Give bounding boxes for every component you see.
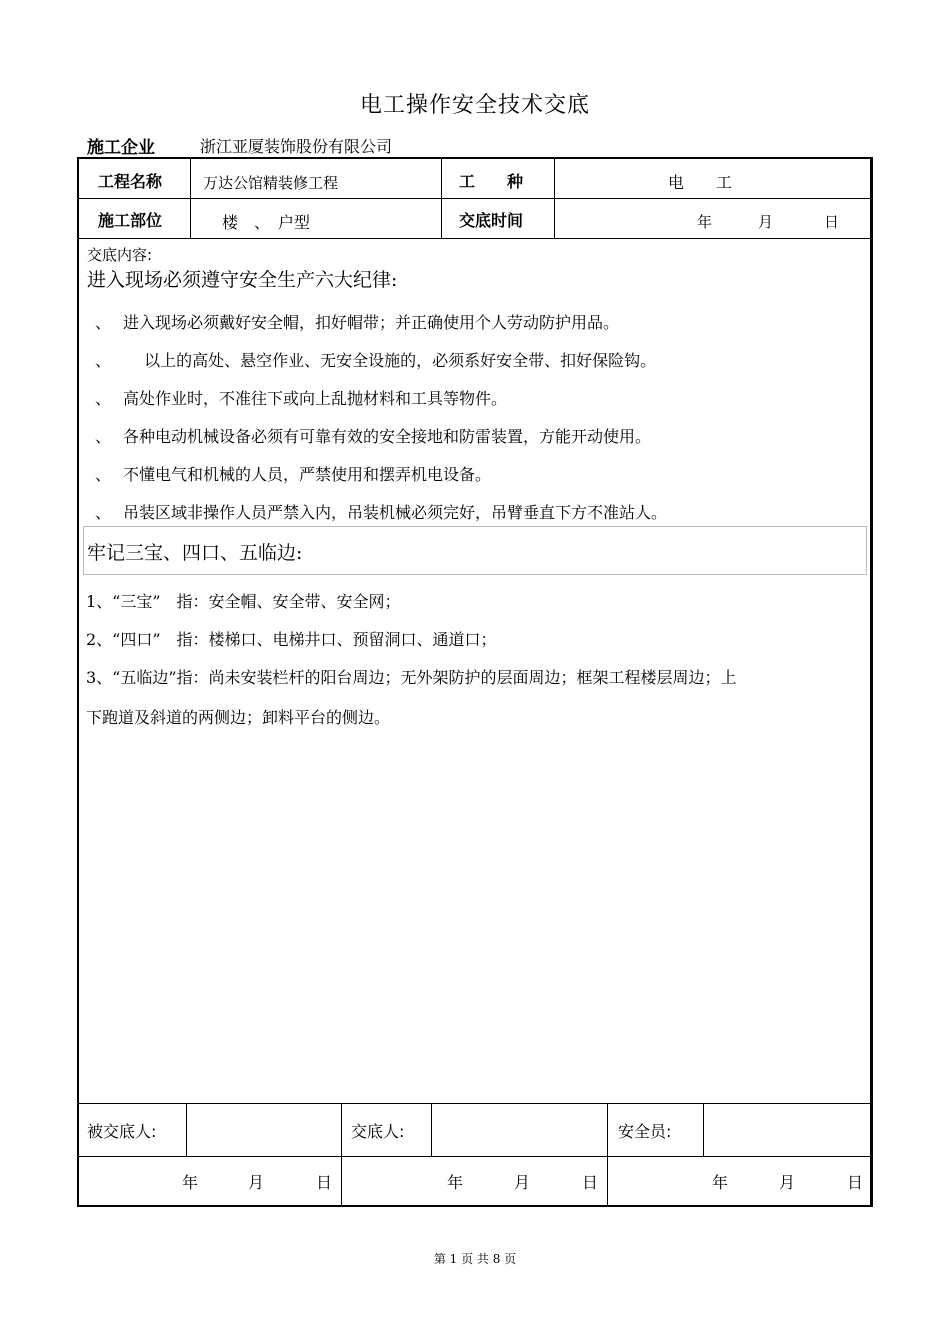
receiver-date-year: 年 (182, 1173, 199, 1192)
rule-item: 、 不懂电气和机械的人员，严禁使用和摆弄机电设备。 (95, 465, 492, 484)
content-label: 交底内容: (87, 246, 153, 264)
giver-date-year: 年 (447, 1173, 464, 1192)
safety-date-year: 年 (712, 1173, 729, 1192)
location-label: 施工部位 (98, 211, 163, 230)
list-item: 下跑道及斜道的两侧边；卸料平台的侧边。 (86, 708, 391, 727)
safety-date-month: 月 (779, 1173, 796, 1192)
receiver-label: 被交底人: (87, 1122, 157, 1141)
row-divider (77, 1156, 873, 1157)
rule-item: 、 各种电动机械设备必须有可靠有效的安全接地和防雷装置，方能开动使用。 (95, 427, 652, 446)
row-divider (77, 1103, 873, 1104)
location-value: 楼 、 户型 (222, 213, 311, 232)
giver-date-day: 日 (582, 1173, 599, 1192)
col-divider (607, 1103, 608, 1207)
rule-item: 、 以上的高处、悬空作业、无安全设施的，必须系好安全带、扣好保险钩。 (95, 351, 657, 370)
col-divider (431, 1103, 432, 1156)
list-item: 1、“三宝” 指：安全帽、安全带、安全网； (86, 592, 401, 611)
receiver-date-day: 日 (316, 1173, 333, 1192)
page-footer: 第 1 页 共 8 页 (433, 1252, 517, 1266)
discipline-heading: 进入现场必须遵守安全生产六大纪律: (87, 269, 398, 291)
receiver-date-month: 月 (248, 1173, 265, 1192)
row-divider (77, 198, 873, 199)
trade-label: 工 种 (459, 172, 524, 191)
col-divider (703, 1103, 704, 1156)
company-label: 施工企业 (87, 138, 155, 158)
col-divider (441, 157, 442, 238)
safety-officer-label: 安全员: (618, 1122, 672, 1141)
company-value: 浙江亚厦装饰股份有限公司 (200, 137, 393, 156)
giver-label: 交底人: (351, 1122, 405, 1141)
col-divider (190, 157, 191, 238)
safety-date-day: 日 (847, 1173, 864, 1192)
list-item: 2、“四口” 指：楼梯口、电梯井口、预留洞口、通道口； (86, 630, 497, 649)
col-divider (554, 157, 555, 238)
rule-item: 、 吊装区域非操作人员严禁入内，吊装机械必须完好，吊臂垂直下方不准站人。 (95, 503, 668, 522)
giver-date-month: 月 (514, 1173, 531, 1192)
col-divider (341, 1103, 342, 1207)
project-name-label: 工程名称 (98, 172, 163, 191)
rule-item: 、 高处作业时，不准往下或向上乱抛材料和工具等物件。 (95, 389, 508, 408)
handover-time-month: 月 (758, 213, 774, 231)
rule-item: 、 进入现场必须戴好安全帽，扣好帽带；并正确使用个人劳动防护用品。 (95, 313, 620, 332)
row-divider (77, 238, 873, 239)
handover-time-day: 日 (824, 213, 840, 231)
col-divider (186, 1103, 187, 1156)
project-name-value: 万达公馆精装修工程 (203, 174, 339, 192)
page-title: 电工操作安全技术交底 (359, 93, 590, 118)
trade-value: 电 工 (668, 173, 733, 192)
handover-time-year: 年 (697, 213, 713, 231)
list-item: 3、“五临边”指：尚未安装栏杆的阳台周边；无外架防护的层面周边；框架工程楼层周边；上 (86, 668, 737, 687)
handover-time-label: 交底时间 (459, 211, 524, 230)
three-four-five-heading: 牢记三宝、四口、五临边: (87, 542, 303, 564)
